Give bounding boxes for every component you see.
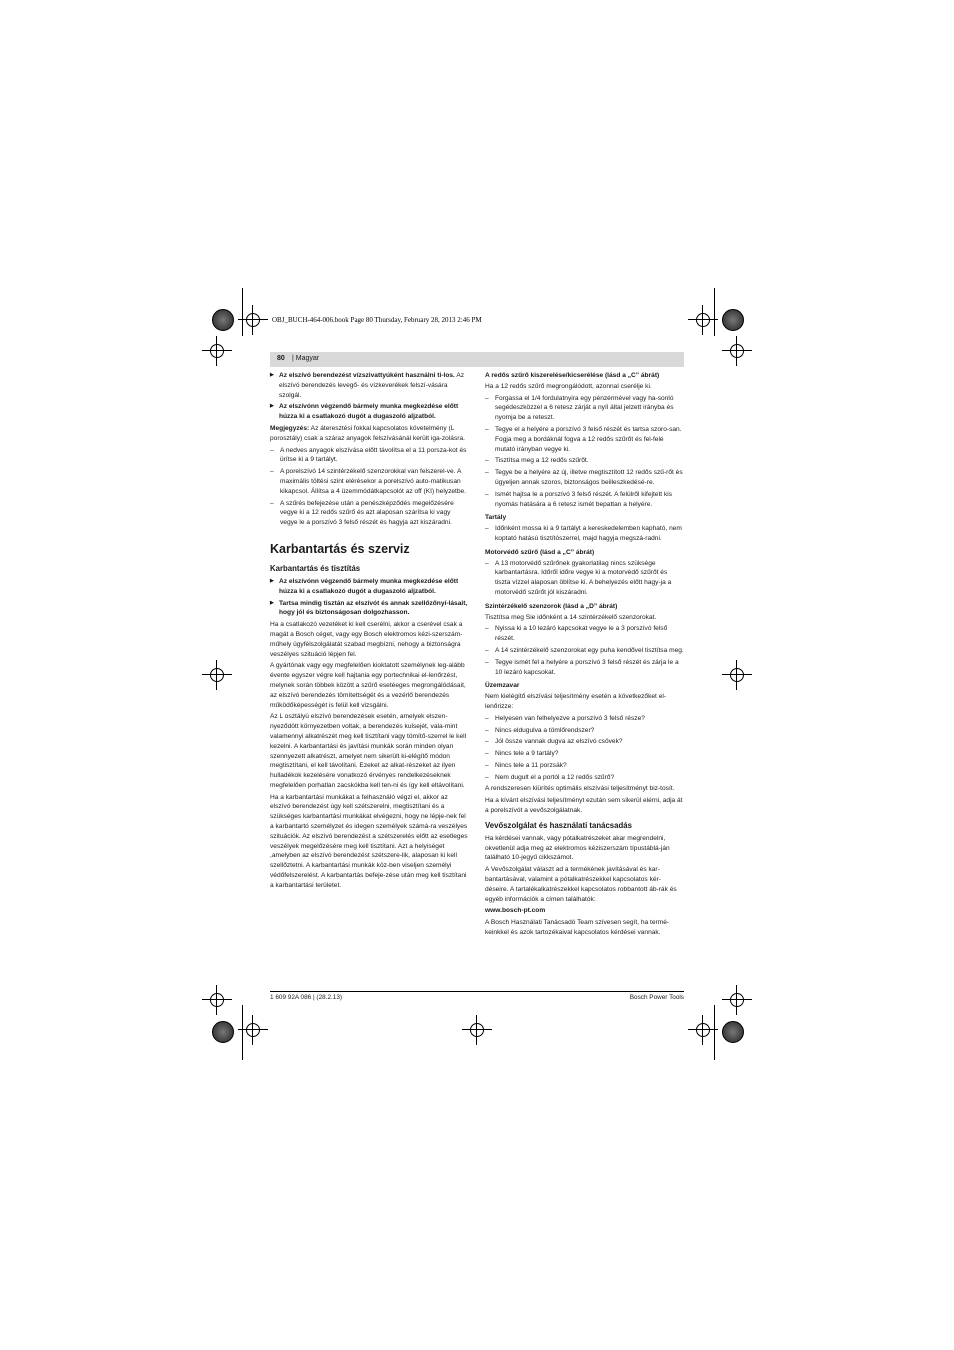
crop-line	[714, 288, 715, 336]
list-item: – A 13 motorvédő szűrőnek gyakorlatilag nincs szüksége karbantartásra. Időről időre vegye ki a motorvédő szűrőt és tiszta vízzel alaposan öblítse ki. A behelyezés előtt hagy-ja a motorvédő szűrőt jól kiszáradni.	[485, 559, 684, 598]
crop-line	[242, 288, 243, 336]
paragraph: Az L osztályú elszívó berendezések esetén, amelyek elszen-nyeződött környezetben voltak, a berendezés kulsejét, vala-mint valamennyi alkatrészét meg kell tisztítani vagy tömítő-szerrel le kell kezelni. A karbantartási és javítási munkák során minden olyan szennyezett alkatrészt, amelyet nem sikerült ki-elégítő módon megtisztítani, el kell távolítani. Ezeket az alkat-részeket az ilyen hulladékok kezelésére vonatkozó érvényes rendelkezéseknek megfelelően porhatlan zacskókba kell ten-ni és így kell eltávolítani.	[270, 713, 467, 789]
list-item: – Nem dugult el a portól a 12 redős szűrő?	[485, 773, 684, 783]
list-item: – Forgassa el 1/4 fordulatnyira egy pénzérmével vagy ha-sonló segédeszközzel a 6 retesz zárját a nyíl által jelzett irányba és nyomja be a reteszt.	[485, 394, 684, 423]
color-disc-tl	[212, 309, 234, 331]
warning-item: ▶ Tartsa mindig tisztán az elszívót és annak szellőzőnyí-lásait, hogy jól és biztonságosan dolgozhasson.	[270, 599, 468, 619]
subsection-heading: Vevőszolgálat és használati tanácsadás	[485, 820, 632, 830]
paragraph: Ha kérdései vannak, vagy pótalkatrészeket akar megrendelni, okvetlenül adja meg az elektromos kéziszerszám típustáblá-ján található 10-jegyű cikkszámot.	[485, 834, 670, 862]
list-item: – A 14 szintérzékelő szenzorokat egy puha kendővel tisztítsa meg.	[485, 646, 684, 656]
warning-item: ▶ Az elszívónn végzendő bármely munka megkezdése előtt húzza ki a csatlakozó dugót a dugaszoló aljzatból.	[270, 577, 468, 597]
crop-line	[714, 1005, 715, 1060]
registration-mark-mr	[722, 660, 752, 690]
list-item: – Tegye el a helyére a porszívó 3 felső részét és tartsa szoro-san. Fogja meg a bordáknál fogva a 12 redős szűrőt és fel-felé mutató irányban vegye ki.	[485, 425, 684, 454]
list-item: – Jól össze vannak dugva az elszívó csövek?	[485, 737, 684, 747]
paragraph: A Vevőszolgálat választ ad a termékének javításával és kar-bantartásával, valamint a pótalkatrészekkel kapcsolatos kér-déseire. A tartalékalkatrészekkel kapcsolatos robbantott áb-rák és egyéb információk a címen találhatók:	[485, 866, 677, 903]
color-disc-tr	[722, 309, 744, 331]
list-item: – Tisztítsa meg a 12 redős szűrőt.	[485, 456, 684, 466]
paragraph: Ha a karbantartási munkákat a felhasználó végzi el, akkor az elszívó berendezést úgy kell szétszerelni, megtisztítani és a szükséges karbantartási munkákat elvégezni, hogy ne lépje-nek fel a karbantartó személyzet és idegen személyek számá-ra veszélyes szituációk. Az elszívó berendezést a szétszerelés előtt az esetleges veszélyek megelőzésére meg kell tisztítani. Azt a helyiséget ,amelyben az elszívó berendezést szétszere-lik, alaposan ki kell szellőztetni. A karbantartási munkák köz-ben viseljen személyi védőfelszerelést. A karbantartás befeje-zése után meg kell tisztítani a karbantartási területet.	[270, 793, 468, 889]
list-item: – Helyesen van felhelyezve a porszívó 3 felső része?	[485, 714, 684, 724]
paragraph: Ha a csatlakozó vezetéket ki kell cserélni, akkor a cserével csak a magát a Bosch céget, vagy egy Bosch elektromos kézi-szerszám-műhely ügyfélszolgálatát szabad megbízni, nehogy a biztonságra veszélyes szituáció lépjen fel.	[270, 621, 463, 658]
paragraph: Ha a kívánt elszívási teljesítményt ezután sem sikerül elérni, adja át a porelszívót a vevőszolgálatnak.	[485, 797, 683, 815]
crop-line	[242, 1005, 243, 1060]
registration-mark-tl2	[202, 336, 232, 366]
subheading: Motorvédő szűrő (lásd a „C” ábrát)	[485, 548, 595, 556]
footer-brand: Bosch Power Tools	[629, 994, 684, 1001]
registration-mark-bl2	[202, 985, 232, 1015]
list-item: – Ismét hajtsa le a porszívó 3 felső részét. A felülről kifejtett kis nyomás hatására a 6 retesz ismét bepattan a helyére.	[485, 490, 684, 510]
right-column	[485, 371, 684, 940]
list-item: – Tegye ismét fel a helyére a porszívó 3 felső részét és zárja le a 10 lezáró kapcsokat.	[485, 658, 684, 678]
subheading: Tartály	[485, 514, 507, 522]
registration-mark-tr2	[722, 336, 752, 366]
list-item: – Időnként mossa ki a 9 tartályt a kereskedelemben kapható, nem koptató hatású tisztítószerrel, majd hagyja megszá-radni.	[485, 524, 684, 544]
subheading: Üzemzavar	[485, 682, 520, 690]
paragraph: A gyártónak vagy egy megfelelően kioktatott személynek leg-alább évente egyszer végre kell hajtania egy portechnikai el-lenőrzést, melynek során többek között a szűrő esetéeges megrongálódásait, az elszívó berendezés tömítettségét és a vezérlő berendezés működőképességét is felül kell vizsgálni.	[270, 662, 466, 709]
color-disc-bl	[212, 1021, 234, 1043]
subheading: Szintérzékelő szenzorok (lásd a „D” ábrát)	[485, 602, 618, 610]
list-item: – Nincs tele a 9 tartály?	[485, 749, 684, 759]
paragraph: A rendszeresen kiürítés optimális elszívási teljesítményt biz-tosít.	[485, 785, 675, 793]
color-disc-br	[722, 1021, 744, 1043]
paragraph: A Bosch Használati Tanácsadó Team szívesen segít, ha termé-keinkkel és azok tartozékaival kapcsolatos kérdései vannak.	[485, 919, 670, 937]
registration-mark-ml	[202, 660, 232, 690]
registration-mark-br2	[722, 985, 752, 1015]
website-link[interactable]: www.bosch-pt.com	[485, 907, 546, 915]
left-column	[270, 371, 468, 893]
list-item: – Nincs eldugulva a tömlőrendszer?	[485, 726, 684, 736]
paragraph: Tisztítsa meg Sie időnként a 14 szintérzékelő szenzorokat.	[485, 613, 657, 621]
page-number: 80	[277, 355, 285, 362]
paragraph: Nem kielégítő elszívási teljesítmény esetén a következőket el-lenőrizze:	[485, 693, 667, 710]
list-item: – Nyissa ki a 10 lezáró kapcsokat vegye le a 3 porszívó felső részét.	[485, 624, 684, 644]
registration-mark-bc	[462, 1015, 492, 1045]
list-item: – A porelszívó 14 szintérzékelő szenzorokkal van felszerel-ve. A maximális töltési szint elérésekor a porelszívó auto-matikusan kikapcsol. Állítsa a 4 üzemmódátkapcsolót az off (KI) helyzetbe.	[270, 467, 468, 496]
warning-item: ▶ Az elszívó berendezést vízszivattyúként használni ti-los. Az elszívó berendezés levegő- és vízkeverékek felszí-vására szolgál.	[270, 371, 468, 400]
section-heading: Karbantartás és szerviz	[270, 541, 410, 556]
footer-rule	[270, 991, 684, 992]
page-language: | Magyar	[292, 355, 320, 362]
note: Megjegyzés: Az áteresztési fokkal kapcsolatos követelmény (L porosztály) csak a száraz anyagok felszívásánál került iga-zolásra.	[270, 424, 465, 442]
book-line: OBJ_BUCH-464-006.book Page 80 Thursday, February 28, 2013 2:46 PM	[272, 316, 482, 324]
footer-doc-number: 1 609 92A 086 | (28.2.13)	[270, 994, 343, 1001]
page-header-bar	[270, 352, 684, 367]
list-item: – A szűrés befejezése után a penészképződés megelőzésére vegye ki a 12 redős szűrő és azt alaposan szárítsa ki vagy vegye le a porszívó 3 felső részét és hagyja azt kiszáradni.	[270, 499, 468, 528]
list-item: – A nedves anyagok elszívása előtt távolítsa el a 11 porsza-kot és ürítse ki a 9 tartályt.	[270, 446, 468, 466]
list-item: – Nincs tele a 11 porzsák?	[485, 761, 684, 771]
subheading: A redős szűrő kiszerelése/kicserélése (lásd a „C” ábrát)	[485, 372, 660, 379]
list-item: – Tegye be a helyére az új, illetve megtisztított 12 redős szű-rőt és ügyeljen annak szoros, biztonságos beilleszkedésé-re.	[485, 468, 684, 488]
subsection-heading: Karbantartás és tisztítás	[270, 563, 361, 573]
warning-item: ▶ Az elszívónn végzendő bármely munka megkezdése előtt húzza ki a csatlakozó dugót a dugaszoló aljzatból.	[270, 402, 468, 422]
paragraph: Ha a 12 redős szűrő megrongálódott, azonnal cserélje ki.	[485, 382, 652, 390]
